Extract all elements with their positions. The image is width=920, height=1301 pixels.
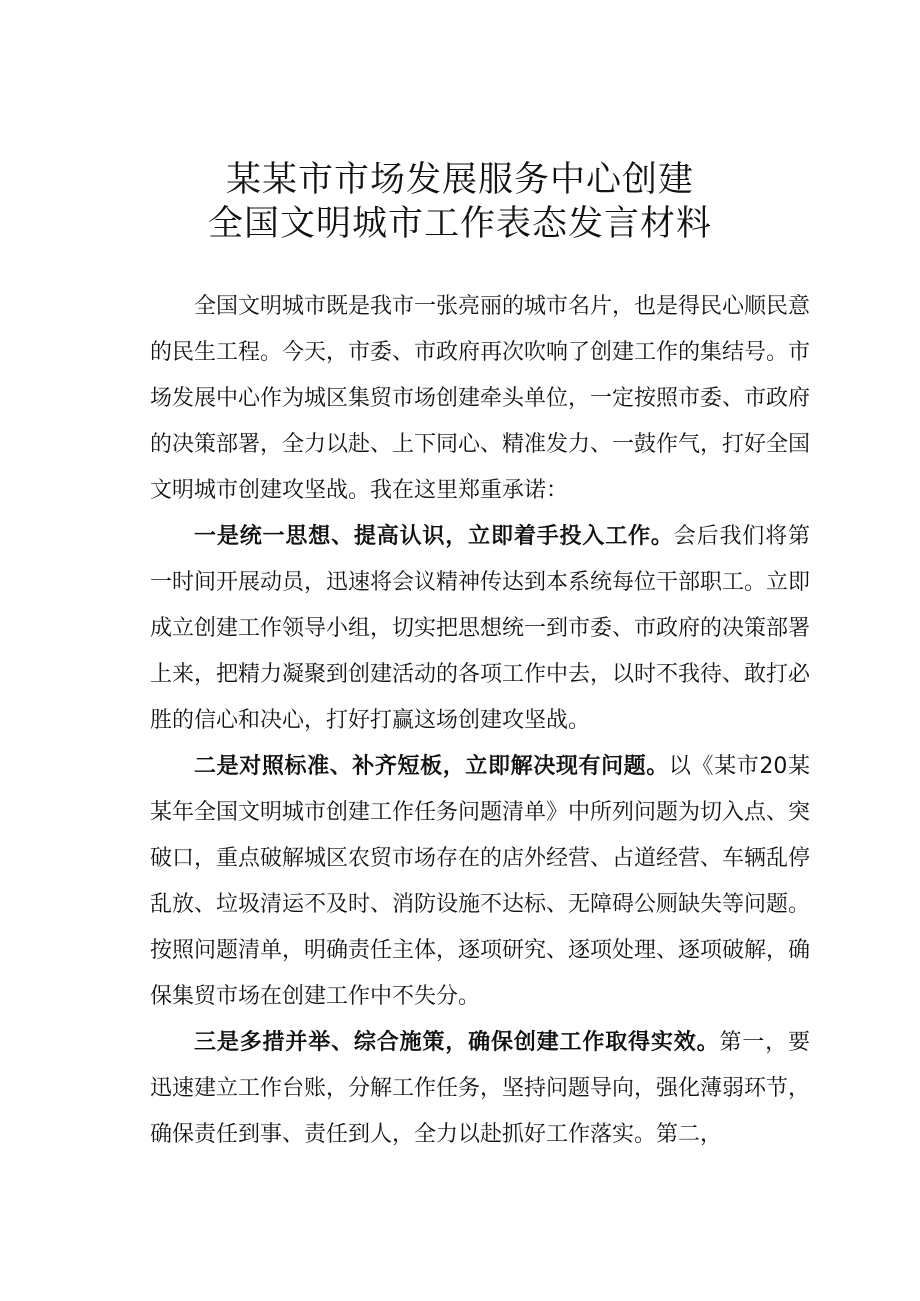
paragraph-lead: 三是多措并举、综合施策，确保创建工作取得实效。 bbox=[194, 1030, 720, 1055]
document-body bbox=[150, 284, 810, 1158]
paragraph-point-2 bbox=[150, 744, 810, 1020]
paragraph-intro bbox=[150, 284, 810, 514]
document-title-line-1: 某某市市场发展服务中心创建 bbox=[225, 160, 694, 200]
paragraph-text: 会后我们将第一时间开展动员，迅速将会议精神传达到本系统每位干部职工。立即成立创建工作领导小组，切实把思想统一到市委、市政府的决策部署上来，把精力凝聚到创建活动的各项工作中去，以时不我待、敢打必胜的信心和决心，打好打赢这场创建攻坚战。 bbox=[150, 524, 811, 733]
paragraph-lead: 二是对照标准、补齐短板，立即解决现有问题。 bbox=[194, 754, 669, 779]
paragraph-lead: 一是统一思想、提高认识，立即着手投入工作。 bbox=[194, 524, 674, 549]
paragraph-text: 第一，要迅速建立工作台账，分解工作任务，坚持问题导向，强化薄弱环节，确保责任到事、责任到人，全力以赴抓好工作落实。第二， bbox=[150, 1030, 811, 1147]
paragraph-point-1 bbox=[150, 514, 810, 744]
paragraph-text: 全国文明城市既是我市一张亮丽的城市名片，也是得民心顺民意的民生工程。今天，市委、市政府再次吹响了创建工作的集结号。市场发展中心作为城区集贸市场创建牵头单位，一定按照市委、市政府的决策部署，全力以赴、上下同心、精准发力、一鼓作气，打好全国文明城市创建攻坚战。我在这里郑重承诺： bbox=[150, 294, 811, 503]
document-title-line-2: 全国文明城市工作表态发言材料 bbox=[207, 204, 712, 244]
paragraph-point-3 bbox=[150, 1020, 810, 1158]
paragraph-text: 以《某市20某某年全国文明城市创建工作任务问题清单》中所列问题为切入点、突破口，重点破解城区农贸市场存在的店外经营、占道经营、车辆乱停乱放、垃圾清运不及时、消防设施不达标、无障碍公厕缺失等问题。按照问题清单，明确责任主体，逐项研究、逐项处理、逐项破解，确保集贸市场在创建工作中不失分。 bbox=[150, 754, 811, 1009]
